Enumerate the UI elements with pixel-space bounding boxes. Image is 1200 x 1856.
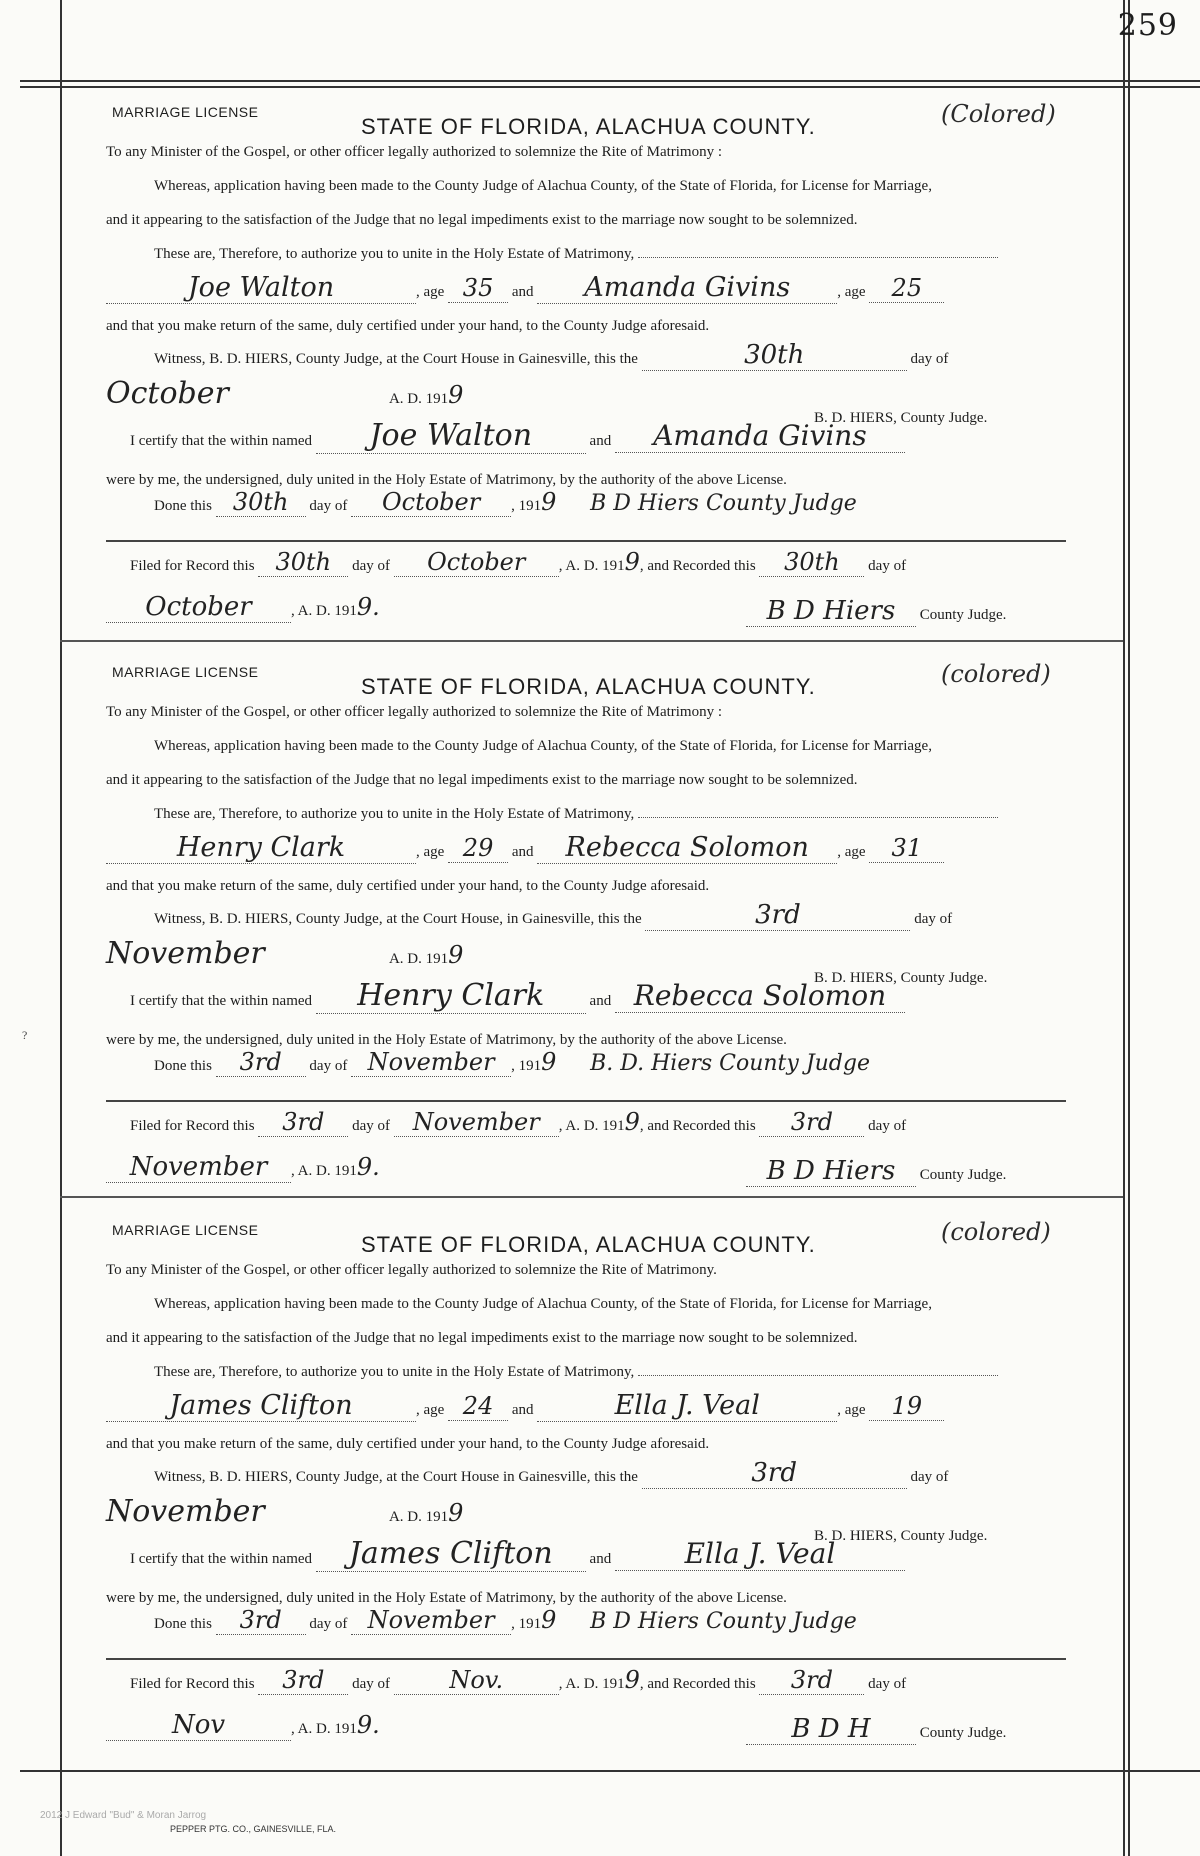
license-divider bbox=[60, 1196, 1123, 1198]
done-month: November bbox=[351, 1606, 511, 1635]
groom-age: 35 bbox=[448, 274, 508, 303]
appearing-line bbox=[106, 1330, 857, 1347]
county-judge-label: County Judge. bbox=[919, 1725, 1007, 1741]
county-judge-label: County Judge. bbox=[919, 1167, 1007, 1183]
and-label: and bbox=[589, 433, 612, 449]
recorded-month-line bbox=[106, 1152, 380, 1183]
certify-line bbox=[130, 1536, 905, 1572]
day-of-label: day of bbox=[910, 1469, 949, 1485]
final-signature: B D Hiers bbox=[746, 1156, 916, 1187]
recorded-month-line bbox=[106, 592, 380, 623]
recorded-month: November bbox=[106, 1152, 291, 1183]
certify-text: I certify that the within named bbox=[130, 993, 313, 1009]
age-label: , age bbox=[837, 1402, 866, 1418]
groom-name: James Clifton bbox=[106, 1390, 416, 1422]
and-label: and bbox=[511, 284, 534, 300]
filed-month: Nov. bbox=[394, 1666, 559, 1695]
right-margin-rule-inner bbox=[1128, 0, 1130, 1856]
ad-label: A. D. 191 bbox=[388, 391, 449, 407]
recorded-ad: , A. D. 191 bbox=[291, 1163, 357, 1179]
witness-year: 9 bbox=[448, 1499, 464, 1527]
united-text: were by me, the undersigned, duly united in the Holy Estate of Matrimony, by the authority of the above License. bbox=[106, 1590, 787, 1606]
done-month: October bbox=[351, 488, 511, 517]
day-of-label: day of bbox=[868, 1118, 907, 1134]
recorded-month: Nov bbox=[106, 1710, 291, 1741]
done-year-label: , 191 bbox=[511, 498, 542, 514]
judge-title: B. D. HIERS, County Judge. bbox=[814, 970, 988, 986]
witness-line bbox=[154, 900, 952, 931]
and-label: and bbox=[589, 1551, 612, 1567]
day-of-label: day of bbox=[352, 558, 390, 574]
done-year: 9 bbox=[541, 1048, 557, 1076]
witness-month: November bbox=[106, 936, 265, 971]
day-of-label: day of bbox=[352, 1676, 390, 1692]
witness-year: 9 bbox=[448, 381, 464, 409]
colored-annotation: (Colored) bbox=[941, 100, 1056, 128]
recorded-day: 30th bbox=[759, 548, 864, 577]
recorded-ad: , A. D. 191 bbox=[291, 603, 357, 619]
top-rule bbox=[20, 80, 1200, 82]
done-label: Done this bbox=[154, 1058, 212, 1074]
whereas-line bbox=[154, 738, 932, 755]
united-text: were by me, the undersigned, duly united in the Holy Estate of Matrimony, by the authority of the above License. bbox=[106, 1032, 787, 1048]
filed-year: 9 bbox=[624, 548, 640, 576]
recorded-year: 9. bbox=[356, 1711, 380, 1739]
done-year: 9 bbox=[541, 1606, 557, 1634]
recorded-year: 9. bbox=[356, 593, 380, 621]
certified-groom: James Clifton bbox=[316, 1536, 586, 1572]
page-number: 259 bbox=[1117, 8, 1178, 43]
ad-label: A. D. 191 bbox=[388, 951, 449, 967]
these-are-blank bbox=[638, 1375, 998, 1376]
groom-name: Henry Clark bbox=[106, 832, 416, 864]
salutation-line bbox=[106, 1262, 717, 1279]
witness-line bbox=[154, 1458, 948, 1489]
bride-age: 31 bbox=[869, 834, 944, 863]
appearing-text: and it appearing to the satisfaction of the Judge that no legal impediments exist to the marriage now sought to be solemnized. bbox=[106, 1330, 858, 1346]
salutation-text: To any Minister of the Gospel, or other officer legally authorized to solemnize the Rite of Matrimony : bbox=[106, 704, 723, 720]
judge-title: B. D. HIERS, County Judge. bbox=[814, 1528, 988, 1544]
license-state-title: STATE OF FLORIDA, ALACHUA COUNTY. bbox=[361, 114, 816, 139]
witness-text: Witness, B. D. HIERS, County Judge, at the Court House in Gainesville, this the bbox=[154, 351, 638, 367]
filed-day: 3rd bbox=[258, 1666, 348, 1695]
license-divider bbox=[60, 640, 1123, 642]
return-text: and that you make return of the same, duly certified under your hand, to the County Judge aforesaid. bbox=[106, 318, 710, 334]
return-text: and that you make return of the same, duly certified under your hand, to the County Judge aforesaid. bbox=[106, 1436, 710, 1452]
day-of-label: day of bbox=[910, 351, 949, 367]
certify-line bbox=[130, 418, 905, 454]
done-year: 9 bbox=[541, 488, 557, 516]
done-day: 3rd bbox=[216, 1048, 306, 1077]
right-margin-rule bbox=[1123, 0, 1125, 1856]
license-state-title: STATE OF FLORIDA, ALACHUA COUNTY. bbox=[361, 1232, 816, 1257]
done-year-label: , 191 bbox=[511, 1058, 542, 1074]
united-text: were by me, the undersigned, duly united in the Holy Estate of Matrimony, by the authority of the above License. bbox=[106, 472, 787, 488]
day-of-label: day of bbox=[914, 911, 953, 927]
bride-name: Ella J. Veal bbox=[537, 1390, 837, 1422]
and-label: and bbox=[511, 1402, 534, 1418]
age-label: , age bbox=[837, 284, 866, 300]
these-are-text: These are, Therefore, to authorize you to unite in the Holy Estate of Matrimony, bbox=[154, 806, 635, 822]
printer-imprint: PEPPER PTG. CO., GAINESVILLE, FLA. bbox=[170, 1824, 337, 1834]
done-line bbox=[154, 488, 857, 517]
witness-month-line bbox=[106, 1494, 463, 1529]
done-day: 3rd bbox=[216, 1606, 306, 1635]
county-judge-line bbox=[746, 1714, 1006, 1745]
parties-line bbox=[106, 832, 944, 864]
license-state-title: STATE OF FLORIDA, ALACHUA COUNTY. bbox=[361, 674, 816, 699]
filed-label: Filed for Record this bbox=[130, 1676, 255, 1692]
witness-month-line bbox=[106, 376, 463, 411]
witness-year: 9 bbox=[448, 941, 464, 969]
done-day: 30th bbox=[216, 488, 306, 517]
groom-age: 24 bbox=[448, 1392, 508, 1421]
parties-line bbox=[106, 1390, 944, 1422]
salutation-text: To any Minister of the Gospel, or other officer legally authorized to solemnize the Rite of Matrimony. bbox=[106, 1262, 717, 1278]
witness-month-line bbox=[106, 936, 463, 971]
left-margin-rule bbox=[60, 0, 62, 1856]
filed-day: 30th bbox=[258, 548, 348, 577]
age-label: , age bbox=[416, 1402, 445, 1418]
these-are-text: These are, Therefore, to authorize you to unite in the Holy Estate of Matrimony, bbox=[154, 246, 635, 262]
done-line bbox=[154, 1606, 857, 1635]
certified-groom: Henry Clark bbox=[316, 978, 586, 1014]
united-line bbox=[106, 1590, 787, 1607]
and-label: and bbox=[511, 844, 534, 860]
age-label: , age bbox=[416, 284, 445, 300]
done-signature: B. D. Hiers County Judge bbox=[590, 1051, 870, 1076]
filed-line bbox=[130, 1108, 906, 1137]
license-header: MARRIAGE LICENSE bbox=[112, 104, 259, 120]
filed-label: Filed for Record this bbox=[130, 1118, 255, 1134]
witness-line bbox=[154, 340, 948, 371]
judge-title: B. D. HIERS, County Judge. bbox=[814, 410, 988, 426]
bride-name: Amanda Givins bbox=[537, 272, 837, 304]
license-header: MARRIAGE LICENSE bbox=[112, 664, 259, 680]
united-line bbox=[106, 1032, 787, 1049]
parties-line bbox=[106, 272, 944, 304]
certified-bride: Amanda Givins bbox=[615, 419, 905, 453]
whereas-line bbox=[154, 1296, 932, 1313]
salutation-line bbox=[106, 704, 722, 721]
done-signature: B D Hiers County Judge bbox=[590, 491, 857, 516]
day-of-label: day of bbox=[309, 498, 348, 514]
appearing-line bbox=[106, 212, 857, 229]
margin-mark: ? bbox=[22, 1028, 28, 1042]
certify-line bbox=[130, 978, 905, 1014]
appearing-text: and it appearing to the satisfaction of the Judge that no legal impediments exist to the marriage now sought to be solemnized. bbox=[106, 772, 858, 788]
bride-age: 19 bbox=[869, 1392, 944, 1421]
filed-ad: , A. D. 191 bbox=[558, 1118, 625, 1134]
done-month: November bbox=[351, 1048, 511, 1077]
county-judge-label: County Judge. bbox=[919, 607, 1007, 623]
filed-year: 9 bbox=[624, 1108, 640, 1136]
appearing-text: and it appearing to the satisfaction of the Judge that no legal impediments exist to the marriage now sought to be solemnized. bbox=[106, 212, 858, 228]
recorded-month-line bbox=[106, 1710, 380, 1741]
day-of-label: day of bbox=[868, 558, 907, 574]
done-label: Done this bbox=[154, 498, 212, 514]
certify-text: I certify that the within named bbox=[130, 1551, 313, 1567]
whereas-text: Whereas, application having been made to the County Judge of Alachua County, of the State of Florida, for License for Marriage, bbox=[154, 178, 932, 194]
done-year-label: , 191 bbox=[511, 1616, 542, 1632]
recorded-label: , and Recorded this bbox=[639, 558, 756, 574]
recorded-ad: , A. D. 191 bbox=[291, 1721, 357, 1737]
witness-text: Witness, B. D. HIERS, County Judge, at the Court House, in Gainesville, this the bbox=[154, 911, 642, 927]
done-line bbox=[154, 1048, 870, 1077]
return-text: and that you make return of the same, duly certified under your hand, to the County Judge aforesaid. bbox=[106, 878, 710, 894]
certified-bride: Ella J. Veal bbox=[615, 1537, 905, 1571]
witness-day: 30th bbox=[642, 340, 907, 371]
colored-annotation: (colored) bbox=[941, 660, 1051, 688]
recorded-day: 3rd bbox=[759, 1108, 864, 1137]
filed-ad: , A. D. 191 bbox=[558, 1676, 625, 1692]
done-signature: B D Hiers County Judge bbox=[590, 1609, 857, 1634]
recorded-label: , and Recorded this bbox=[639, 1118, 756, 1134]
recorded-year: 9. bbox=[356, 1153, 380, 1181]
license-header: MARRIAGE LICENSE bbox=[112, 1222, 259, 1238]
witness-day: 3rd bbox=[645, 900, 910, 931]
and-label: and bbox=[589, 993, 612, 1009]
witness-text: Witness, B. D. HIERS, County Judge, at the Court House in Gainesville, this the bbox=[154, 1469, 638, 1485]
return-line bbox=[106, 318, 709, 335]
bottom-rule bbox=[20, 1770, 1200, 1772]
these-are-line bbox=[154, 1364, 998, 1381]
these-are-blank bbox=[638, 257, 998, 258]
witness-day: 3rd bbox=[642, 1458, 907, 1489]
record-separator bbox=[106, 1100, 1066, 1102]
certify-text: I certify that the within named bbox=[130, 433, 313, 449]
bride-age: 25 bbox=[869, 274, 944, 303]
record-separator bbox=[106, 1658, 1066, 1660]
these-are-text: These are, Therefore, to authorize you to unite in the Holy Estate of Matrimony, bbox=[154, 1364, 635, 1380]
witness-month: October bbox=[106, 376, 229, 411]
whereas-text: Whereas, application having been made to the County Judge of Alachua County, of the State of Florida, for License for Marriage, bbox=[154, 738, 932, 754]
final-signature: B D Hiers bbox=[746, 596, 916, 627]
return-line bbox=[106, 878, 709, 895]
final-signature: B D H bbox=[746, 1714, 916, 1745]
return-line bbox=[106, 1436, 709, 1453]
salutation-line bbox=[106, 144, 722, 161]
colored-annotation: (colored) bbox=[941, 1218, 1051, 1246]
age-label: , age bbox=[416, 844, 445, 860]
record-separator bbox=[106, 540, 1066, 542]
scan-credit: 2012 J Edward "Bud" & Moran Jarrog bbox=[40, 1810, 207, 1821]
filed-year: 9 bbox=[624, 1666, 640, 1694]
these-are-line bbox=[154, 806, 998, 823]
filed-month: November bbox=[394, 1108, 559, 1137]
filed-line bbox=[130, 1666, 906, 1695]
age-label: , age bbox=[837, 844, 866, 860]
appearing-line bbox=[106, 772, 857, 789]
filed-ad: , A. D. 191 bbox=[558, 558, 625, 574]
witness-month: November bbox=[106, 1494, 265, 1529]
day-of-label: day of bbox=[352, 1118, 390, 1134]
filed-label: Filed for Record this bbox=[130, 558, 255, 574]
these-are-blank bbox=[638, 817, 998, 818]
county-judge-line bbox=[746, 1156, 1006, 1187]
recorded-month: October bbox=[106, 592, 291, 623]
ad-label: A. D. 191 bbox=[388, 1509, 449, 1525]
salutation-text: To any Minister of the Gospel, or other officer legally authorized to solemnize the Rite of Matrimony : bbox=[106, 144, 723, 160]
groom-age: 29 bbox=[448, 834, 508, 863]
top-rule-inner bbox=[20, 86, 1200, 88]
filed-line bbox=[130, 548, 906, 577]
filed-month: October bbox=[394, 548, 559, 577]
filed-day: 3rd bbox=[258, 1108, 348, 1137]
day-of-label: day of bbox=[309, 1058, 348, 1074]
certified-bride: Rebecca Solomon bbox=[615, 979, 905, 1013]
united-line bbox=[106, 472, 787, 489]
bride-name: Rebecca Solomon bbox=[537, 832, 837, 864]
whereas-line bbox=[154, 178, 932, 195]
whereas-text: Whereas, application having been made to the County Judge of Alachua County, of the State of Florida, for License for Marriage, bbox=[154, 1296, 932, 1312]
certified-groom: Joe Walton bbox=[316, 418, 586, 454]
day-of-label: day of bbox=[868, 1676, 907, 1692]
recorded-label: , and Recorded this bbox=[639, 1676, 756, 1692]
county-judge-line bbox=[746, 596, 1006, 627]
recorded-day: 3rd bbox=[759, 1666, 864, 1695]
these-are-line bbox=[154, 246, 998, 263]
day-of-label: day of bbox=[309, 1616, 348, 1632]
done-label: Done this bbox=[154, 1616, 212, 1632]
groom-name: Joe Walton bbox=[106, 272, 416, 304]
